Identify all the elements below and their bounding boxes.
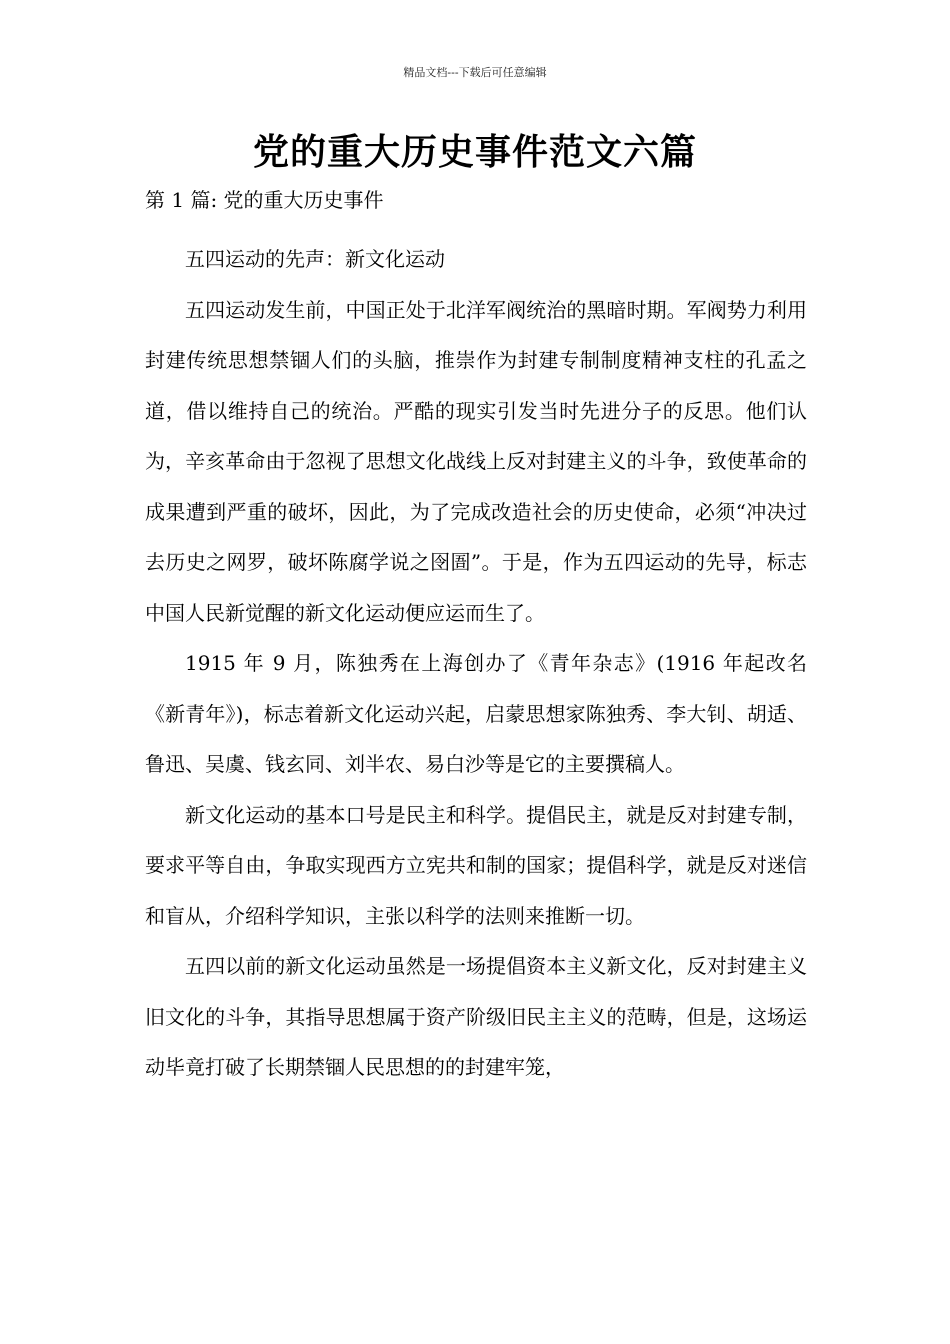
section-heading: 第 1 篇: 党的重大历史事件	[145, 188, 384, 212]
header-note: 精品文档---下载后可任意编辑	[403, 66, 547, 79]
document-title: 党的重大历史事件范文六篇	[252, 132, 697, 173]
paragraph-subheading: 五四运动的先声：新文化运动	[185, 247, 445, 271]
document-body	[145, 234, 807, 1093]
paragraph: 五四运动发生前，中国正处于北洋军阀统治的黑暗时期。军阀势力利用封建传统思想禁锢人们的头脑，推崇作为封建专制制度精神支柱的孔孟之道，借以维持自己的统治。严酷的现实引发当时先进分子的反思。他们认为，辛亥革命由于忽视了思想文化战线上反对封建主义的斗争，致使革命的成果遭到严重的破坏，因此，为了完成改造社会的历史使命，必须“冲决过去历史之网罗，破坏陈腐学说之囹圄”。于是，作为五四运动的先导，标志中国人民新觉醒的新文化运动便应运而生了。	[145, 297, 807, 625]
paragraph: 五四以前的新文化运动虽然是一场提倡资本主义新文化，反对封建主义旧文化的斗争，其指导思想属于资产阶级旧民主主义的范畴，但是，这场运动毕竟打破了长期禁锢人民思想的的封建牢笼，	[145, 954, 807, 1079]
paragraph: 新文化运动的基本口号是民主和科学。提倡民主，就是反对封建专制，要求平等自由，争取实现西方立宪共和制的国家；提倡科学，就是反对迷信和盲从，介绍科学知识，主张以科学的法则来推断一切。	[145, 802, 807, 928]
paragraph: 1915 年 9 月，陈独秀在上海创办了《青年杂志》(1916 年起改名《新青年》)，标志着新文化运动兴起，启蒙思想家陈独秀、李大钊、胡适、鲁迅、吴虞、钱玄同、刘半农、易白沙等是它的主要撰稿人。	[145, 651, 807, 776]
